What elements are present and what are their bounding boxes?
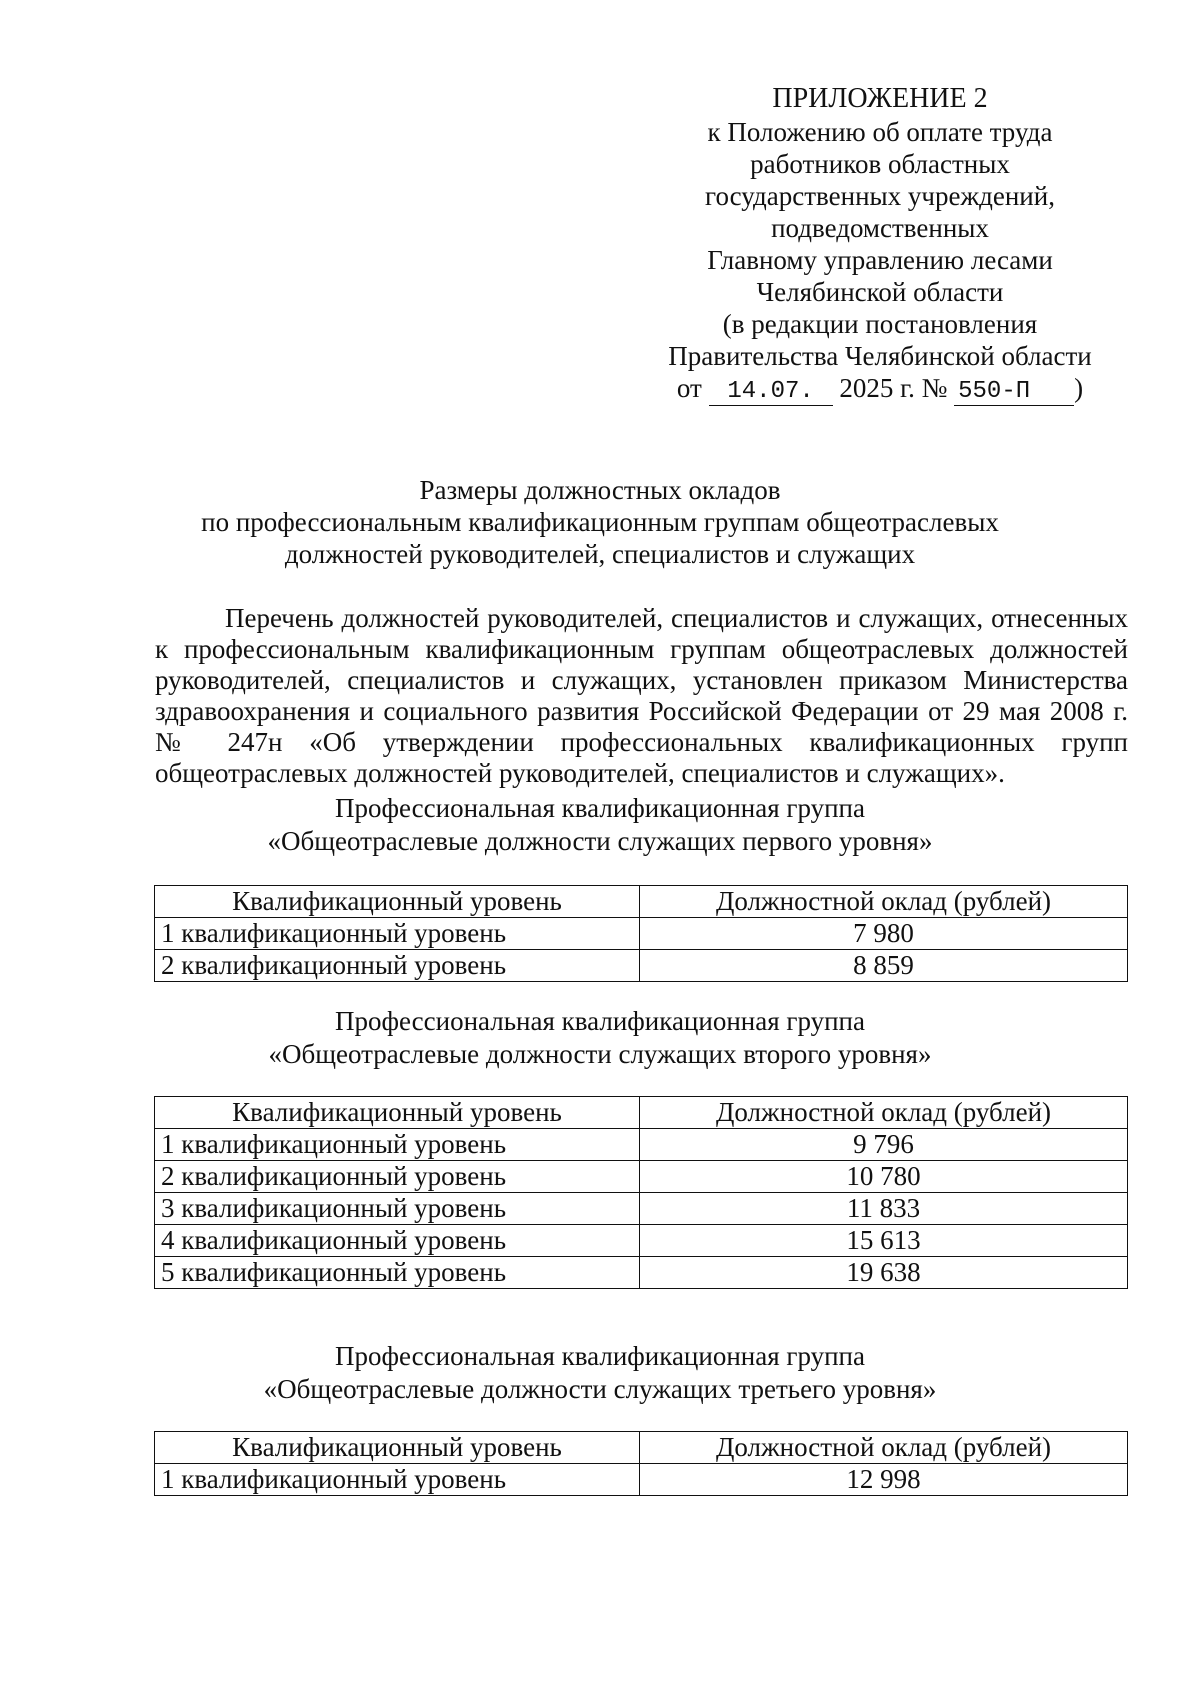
group-title-line: «Общеотраслевые должности служащих первого уровня»: [267, 826, 933, 856]
resolution-number: 550-П: [954, 379, 1074, 406]
table-row: [155, 1225, 1128, 1257]
from-label: от: [676, 373, 702, 403]
resolution-date: 14.07.: [709, 379, 833, 406]
heading-line: по профессиональным квалификационным группам общеотраслевых: [201, 507, 999, 537]
level-cell: 3 квалификационный уровень: [155, 1193, 640, 1225]
group-title-3: [150, 1340, 1050, 1406]
annex-line: государственных учреждений,: [705, 181, 1055, 211]
document-heading: [150, 474, 1050, 570]
table-row: [155, 1129, 1128, 1161]
salary-table-3: [154, 1431, 1128, 1496]
salary-cell: 8 859: [640, 950, 1128, 982]
level-cell: 2 квалификационный уровень: [155, 1161, 640, 1193]
level-cell: 5 квалификационный уровень: [155, 1257, 640, 1289]
heading-line: Размеры должностных окладов: [419, 475, 781, 505]
column-header-salary: Должностной оклад (рублей): [640, 1432, 1128, 1464]
table-row: [155, 1257, 1128, 1289]
table-header-row: [155, 1432, 1128, 1464]
table-row: [155, 1464, 1128, 1496]
group-title-line: Профессиональная квалификационная группа: [335, 793, 865, 823]
column-header-level: Квалификационный уровень: [155, 1097, 640, 1129]
group-title-line: «Общеотраслевые должности служащих второго уровня»: [268, 1039, 932, 1069]
salary-cell: 19 638: [640, 1257, 1128, 1289]
annex-line: к Положению об оплате труда: [707, 117, 1053, 147]
column-header-salary: Должностной оклад (рублей): [640, 886, 1128, 918]
annex-line: (в редакции постановления: [722, 309, 1038, 339]
salary-cell: 9 796: [640, 1129, 1128, 1161]
salary-cell: 11 833: [640, 1193, 1128, 1225]
table-row: [155, 918, 1128, 950]
column-header-salary: Должностной оклад (рублей): [640, 1097, 1128, 1129]
close-paren: ): [1074, 373, 1084, 403]
level-cell: 1 квалификационный уровень: [155, 1464, 640, 1496]
resolution-reference: [640, 372, 1120, 406]
intro-text: Перечень должностей руководителей, специалистов и служащих, отнесенных к профессиональным квалификационным группам общеотраслевых должностей руководителей, специалистов и служащих, установлен приказом Министерства здравоохранения и социального развития Российской Федерации от 29 мая 2008 г. № 247н «Об утверждении профессиональных квалификационных групп общеотраслевых должностей руководителей, специалистов и служащих».: [155, 603, 1128, 788]
table-row: [155, 1193, 1128, 1225]
table-header-row: [155, 886, 1128, 918]
level-cell: 1 квалификационный уровень: [155, 1129, 640, 1161]
salary-cell: 12 998: [640, 1464, 1128, 1496]
annex-line: Челябинской области: [756, 277, 1004, 307]
table-header-row: [155, 1097, 1128, 1129]
salary-cell: 10 780: [640, 1161, 1128, 1193]
group-title-line: Профессиональная квалификационная группа: [335, 1006, 865, 1036]
group-title-line: «Общеотраслевые должности служащих третьего уровня»: [263, 1374, 937, 1404]
salary-cell: 7 980: [640, 918, 1128, 950]
table-row: [155, 950, 1128, 982]
salary-table-2: [154, 1096, 1128, 1289]
annex-line: работников областных: [750, 149, 1010, 179]
intro-paragraph: [155, 603, 1128, 789]
group-title-1: [150, 792, 1050, 858]
column-header-level: Квалификационный уровень: [155, 1432, 640, 1464]
annex-line: Главному управлению лесами: [707, 245, 1053, 275]
annex-line: Правительства Челябинской области: [668, 341, 1092, 371]
year-label: 2025 г. №: [839, 373, 948, 403]
level-cell: 4 квалификационный уровень: [155, 1225, 640, 1257]
heading-line: должностей руководителей, специалистов и служащих: [284, 539, 916, 569]
salary-cell: 15 613: [640, 1225, 1128, 1257]
column-header-level: Квалификационный уровень: [155, 886, 640, 918]
level-cell: 1 квалификационный уровень: [155, 918, 640, 950]
level-cell: 2 квалификационный уровень: [155, 950, 640, 982]
group-title-2: [150, 1005, 1050, 1071]
annex-line: подведомственных: [771, 213, 989, 243]
annex-header: [640, 82, 1120, 406]
salary-table-1: [154, 885, 1128, 982]
table-row: [155, 1161, 1128, 1193]
annex-title: ПРИЛОЖЕНИЕ 2: [772, 83, 988, 114]
group-title-line: Профессиональная квалификационная группа: [335, 1341, 865, 1371]
